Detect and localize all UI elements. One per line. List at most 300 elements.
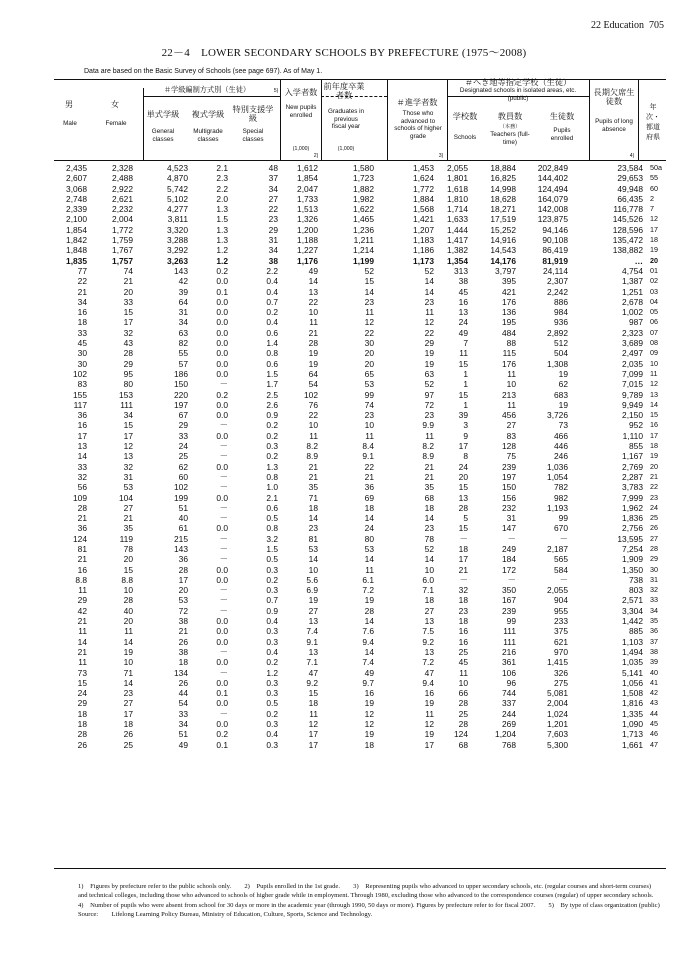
row-code: 34 xyxy=(650,605,658,615)
table-cell: 0.0 xyxy=(216,338,228,349)
table-cell: 18 xyxy=(123,719,133,730)
row-code: 05 xyxy=(650,307,658,317)
table-cell: 19 xyxy=(424,698,434,709)
table-cell: 18,628 xyxy=(490,193,516,204)
table-cell: 47 xyxy=(308,667,318,678)
table-cell: 18 xyxy=(178,657,188,668)
table-cell: 5,300 xyxy=(547,739,568,750)
table-cell: 30 xyxy=(77,358,87,369)
table-cell: 14 xyxy=(308,513,318,524)
table-cell: 1,767 xyxy=(112,245,133,256)
table-cell: 138,882 xyxy=(612,245,643,256)
table-cell: 0.2 xyxy=(266,420,278,431)
table-cell: 0.0 xyxy=(216,626,228,637)
table-cell: 21 xyxy=(77,646,87,657)
table-cell: － xyxy=(219,708,228,719)
row-code: 28 xyxy=(650,543,658,553)
table-cell: 22 xyxy=(308,410,318,421)
table-cell: 14 xyxy=(123,677,133,688)
table-cell: 29 xyxy=(123,358,133,369)
table-cell: 22 xyxy=(308,296,318,307)
table-cell: 99 xyxy=(364,389,374,400)
table-cell: 8.2 xyxy=(306,441,318,452)
table-cell: 17 xyxy=(123,317,133,328)
table-cell: 71 xyxy=(308,492,318,503)
table-cell: － xyxy=(219,502,228,513)
table-cell: － xyxy=(219,420,228,431)
table-cell: 5,102 xyxy=(167,193,188,204)
table-cell: 0.0 xyxy=(216,410,228,421)
table-cell: 2,055 xyxy=(447,163,468,173)
table-cell: 10 xyxy=(123,657,133,668)
table-cell: 269 xyxy=(502,719,516,730)
table-cell: 446 xyxy=(554,441,568,452)
row-code: 2 xyxy=(650,193,654,203)
table-cell: 21 xyxy=(77,554,87,565)
table-cell: 14 xyxy=(308,554,318,565)
table-cell: 350 xyxy=(502,585,516,596)
table-cell: 36 xyxy=(364,482,374,493)
table-cell: 28 xyxy=(178,564,188,575)
table-cell: 21 xyxy=(308,327,318,338)
table-cell: 31 xyxy=(268,235,278,246)
table-cell: 61 xyxy=(178,523,188,534)
table-row xyxy=(54,163,666,173)
table-cell: 28 xyxy=(77,729,87,740)
table-row xyxy=(54,194,666,204)
table-cell: 3,726 xyxy=(547,410,568,421)
table-cell: 74 xyxy=(123,265,133,276)
iso-schools-header: Schools xyxy=(453,134,477,141)
table-cell: 1.0 xyxy=(266,482,278,493)
table-cell: 2.1 xyxy=(266,492,278,503)
table-row xyxy=(54,719,666,729)
table-cell: 1,103 xyxy=(622,636,643,647)
table-cell: 1,568 xyxy=(413,204,434,215)
table-cell: 0.0 xyxy=(216,492,228,503)
table-row xyxy=(54,606,666,616)
table-cell: 0.0 xyxy=(216,461,228,472)
table-cell: 13 xyxy=(77,441,87,452)
row-code: 26 xyxy=(650,523,658,533)
table-cell: 116,778 xyxy=(613,204,643,215)
table-cell: 5 xyxy=(463,513,468,524)
table-cell: 0.0 xyxy=(216,564,228,575)
table-cell: 65 xyxy=(364,368,374,379)
table-cell: 23 xyxy=(308,523,318,534)
table-cell: 21 xyxy=(123,276,133,287)
table-cell: 456 xyxy=(502,410,516,421)
table-cell: 52 xyxy=(424,265,434,276)
table-cell: 1,810 xyxy=(447,193,468,204)
table-cell: 32 xyxy=(458,585,468,596)
table-cell: 16 xyxy=(364,688,374,699)
row-code: 7 xyxy=(650,204,654,214)
table-cell: 99 xyxy=(506,616,516,627)
table-cell: 15 xyxy=(458,523,468,534)
table-cell: 2,242 xyxy=(547,286,568,297)
data-table xyxy=(54,163,666,750)
table-cell: 13 xyxy=(308,646,318,657)
col-divider xyxy=(143,88,144,160)
table-cell: 21 xyxy=(77,286,87,297)
row-code: 06 xyxy=(650,317,658,327)
table-cell: 16 xyxy=(77,564,87,575)
table-row xyxy=(54,204,666,214)
multigrade-header: Multigrade classes xyxy=(193,128,223,143)
table-cell: 29 xyxy=(268,224,278,235)
table-cell: 1,982 xyxy=(353,193,374,204)
table-cell: 14 xyxy=(123,636,133,647)
table-cell: 12 xyxy=(424,719,434,730)
table-cell: 2,055 xyxy=(547,585,568,596)
table-cell: 31 xyxy=(123,471,133,482)
table-cell: 15 xyxy=(308,688,318,699)
table-cell: 11 xyxy=(507,399,516,410)
row-code: 17 xyxy=(650,430,658,440)
table-row xyxy=(54,647,666,657)
table-cell: 1,054 xyxy=(547,471,568,482)
table-cell: 2,748 xyxy=(66,193,87,204)
table-cell: 10 xyxy=(308,420,318,431)
table-cell: 2,323 xyxy=(622,327,643,338)
table-cell: 14 xyxy=(364,554,374,565)
advancing-footnote: 3) xyxy=(438,153,444,159)
row-code: 29 xyxy=(650,554,658,564)
table-cell: 1,417 xyxy=(447,235,468,246)
table-cell: 97 xyxy=(424,389,434,400)
row-code: 27 xyxy=(650,533,658,543)
table-cell: 1,618 xyxy=(447,183,468,194)
table-row xyxy=(54,595,666,605)
table-cell: 1,612 xyxy=(297,163,318,173)
table-cell: 0.0 xyxy=(216,358,228,369)
table-cell: 0.2 xyxy=(266,708,278,719)
table-cell: 14 xyxy=(424,554,434,565)
table-cell: 11 xyxy=(78,657,87,668)
table-cell: 14,176 xyxy=(490,255,516,266)
table-cell: 0.2 xyxy=(216,389,228,400)
table-cell: 68 xyxy=(458,739,468,750)
table-cell: 18 xyxy=(424,595,434,606)
table-row xyxy=(54,214,666,224)
table-cell: 36 xyxy=(77,523,87,534)
table-cell: 0.3 xyxy=(266,564,278,575)
table-cell: 17 xyxy=(123,708,133,719)
table-cell: 143 xyxy=(174,265,188,276)
table-cell: 738 xyxy=(629,574,643,585)
running-head xyxy=(591,20,664,31)
table-cell: 0.3 xyxy=(266,585,278,596)
row-code: 09 xyxy=(650,348,658,358)
table-cell: 74 xyxy=(364,399,374,410)
table-cell: 885 xyxy=(629,626,643,637)
table-cell: 34 xyxy=(178,317,188,328)
table-cell: 135,472 xyxy=(612,235,643,246)
table-cell: 28 xyxy=(123,595,133,606)
table-cell: 6.0 xyxy=(422,574,434,585)
table-cell: 186 xyxy=(174,368,188,379)
table-cell: 2.5 xyxy=(266,389,278,400)
table-cell: 2,004 xyxy=(112,214,133,225)
table-cell: 14 xyxy=(424,513,434,524)
table-cell: 0.0 xyxy=(216,698,228,709)
table-cell: 72 xyxy=(424,399,434,410)
table-cell: 17 xyxy=(178,574,188,585)
row-code: 23 xyxy=(650,492,658,502)
table-cell: 49 xyxy=(364,667,374,678)
table-cell: 38 xyxy=(178,616,188,627)
table-cell: 52 xyxy=(424,379,434,390)
table-cell: 904 xyxy=(554,595,568,606)
row-code: 15 xyxy=(650,410,658,420)
table-cell: 0.1 xyxy=(216,688,228,699)
table-cell: 136 xyxy=(502,307,516,318)
table-cell: 0.0 xyxy=(216,574,228,585)
table-cell: 7.5 xyxy=(422,626,434,637)
table-cell: 1,090 xyxy=(622,719,643,730)
table-cell: 17 xyxy=(77,430,87,441)
table-cell: 11 xyxy=(425,708,434,719)
table-cell: 24 xyxy=(458,317,468,328)
table-bottom-rule xyxy=(54,868,666,869)
table-cell: 768 xyxy=(502,739,516,750)
table-cell: 0.3 xyxy=(266,636,278,647)
table-cell: 0.0 xyxy=(216,636,228,647)
table-cell: 82 xyxy=(178,338,188,349)
table-cell: 21 xyxy=(424,471,434,482)
table-cell: 3,783 xyxy=(622,482,643,493)
table-cell: 15 xyxy=(77,677,87,688)
table-cell: 0.3 xyxy=(266,719,278,730)
table-cell: 21 xyxy=(308,461,318,472)
class-org-header: ＃学級編制方式別（生徒） xyxy=(163,86,251,94)
table-cell: 982 xyxy=(554,492,568,503)
table-cell: 28 xyxy=(308,338,318,349)
table-cell: 66 xyxy=(458,688,468,699)
table-cell: 0.2 xyxy=(216,265,228,276)
table-cell: 2,435 xyxy=(66,163,87,173)
table-cell: 3,288 xyxy=(167,235,188,246)
table-cell: 53 xyxy=(364,379,374,390)
row-code: 20 xyxy=(650,461,658,471)
table-cell: 1,201 xyxy=(547,719,568,730)
multigrade-header-jp: 複式学級 xyxy=(191,110,225,119)
row-code: 18 xyxy=(650,235,658,245)
table-cell: 94,146 xyxy=(542,224,568,235)
table-cell: 584 xyxy=(554,564,568,575)
table-cell: 24,114 xyxy=(543,265,568,276)
table-row xyxy=(54,575,666,585)
table-cell: 23 xyxy=(364,410,374,421)
table-cell: 1,251 xyxy=(622,286,643,297)
table-cell: 37 xyxy=(268,173,278,184)
table-cell: 32 xyxy=(77,471,87,482)
table-cell: 42 xyxy=(77,605,87,616)
table-cell: 11 xyxy=(459,348,468,359)
table-cell: 1,214 xyxy=(353,245,374,256)
isolated-header-jp: ＃へき地等指定学校（生徒） xyxy=(464,78,572,87)
table-cell: － xyxy=(507,574,516,585)
table-cell: 0.8 xyxy=(266,348,278,359)
special-class-header-jp: 特別支援学級 xyxy=(232,105,274,123)
table-cell: 68 xyxy=(424,492,434,503)
table-cell: 2,922 xyxy=(112,183,133,194)
table-row xyxy=(54,513,666,523)
special-class-header: Special classes xyxy=(242,128,264,143)
table-cell: － xyxy=(219,482,228,493)
table-cell: 4,523 xyxy=(167,163,188,173)
table-cell: 36 xyxy=(178,554,188,565)
table-row xyxy=(54,585,666,595)
table-cell: 3,068 xyxy=(66,183,87,194)
table-row xyxy=(54,616,666,626)
row-code: 50a xyxy=(650,163,662,172)
table-cell: － xyxy=(219,667,228,678)
table-cell: 9,789 xyxy=(622,389,643,400)
table-cell: 35 xyxy=(123,523,133,534)
table-cell: 16 xyxy=(77,307,87,318)
table-cell: 0.0 xyxy=(216,430,228,441)
table-cell: 10 xyxy=(506,379,516,390)
table-cell: 1,110 xyxy=(622,430,643,441)
table-cell: 484 xyxy=(502,327,516,338)
row-code: 36 xyxy=(650,626,658,636)
table-cell: 1.2 xyxy=(216,245,228,256)
table-cell: 17,519 xyxy=(490,214,516,225)
table-cell: … xyxy=(634,255,643,266)
table-cell: 1,350 xyxy=(622,564,643,575)
table-cell: 2,047 xyxy=(297,183,318,194)
table-cell: 213 xyxy=(502,389,516,400)
row-code: 32 xyxy=(650,585,658,595)
row-code: 14 xyxy=(650,399,658,409)
table-cell: 0.2 xyxy=(266,574,278,585)
absence-header: Pupils of long absence xyxy=(595,118,633,133)
table-cell: 95 xyxy=(123,368,133,379)
table-cell: － xyxy=(219,595,228,606)
table-cell: 86,419 xyxy=(542,245,568,256)
table-cell: 1,962 xyxy=(622,502,643,513)
table-cell: 155 xyxy=(73,389,87,400)
table-cell: 21 xyxy=(364,471,374,482)
table-cell: 1.3 xyxy=(266,461,278,472)
table-cell: 0.4 xyxy=(266,276,278,287)
table-cell: 2,150 xyxy=(622,410,643,421)
table-cell: 1,415 xyxy=(547,657,568,668)
table-cell: 1,227 xyxy=(297,245,318,256)
table-cell: 81 xyxy=(308,533,318,544)
table-cell: 22 xyxy=(364,461,374,472)
table-cell: 8.4 xyxy=(362,441,374,452)
table-cell: 1,056 xyxy=(622,677,643,688)
table-cell: 102 xyxy=(174,482,188,493)
table-cell: 53 xyxy=(178,595,188,606)
table-cell: 19 xyxy=(558,399,568,410)
table-cell: 23 xyxy=(123,688,133,699)
table-cell: 249 xyxy=(502,543,516,554)
table-cell: 1,759 xyxy=(112,235,133,246)
table-cell: 90,108 xyxy=(542,235,568,246)
table-cell: 0.4 xyxy=(266,646,278,657)
table-cell: 53 xyxy=(308,543,318,554)
row-code: 12 xyxy=(650,379,658,389)
table-cell: 0.2 xyxy=(266,451,278,462)
table-cell: 8.9 xyxy=(422,451,434,462)
table-cell: 111 xyxy=(503,636,516,647)
table-cell: 3,320 xyxy=(167,224,188,235)
table-cell: 72 xyxy=(178,605,188,616)
row-code: 41 xyxy=(650,677,658,687)
table-row xyxy=(54,668,666,678)
table-row xyxy=(54,626,666,636)
table-cell: 7,999 xyxy=(622,492,643,503)
table-cell: 1,382 xyxy=(447,245,468,256)
table-cell: 9.4 xyxy=(362,636,374,647)
table-cell: 3,263 xyxy=(167,255,188,266)
table-cell: 1,801 xyxy=(447,173,468,184)
table-cell: 30 xyxy=(364,338,374,349)
class-org-footnote: 5) xyxy=(273,88,279,94)
table-cell: － xyxy=(507,533,516,544)
table-row xyxy=(54,287,666,297)
table-cell: 38 xyxy=(178,646,188,657)
table-cell: 15 xyxy=(123,420,133,431)
table-cell: 10 xyxy=(123,585,133,596)
table-cell: 78 xyxy=(123,543,133,554)
table-cell: 20 xyxy=(123,616,133,627)
table-cell: 1,624 xyxy=(413,173,434,184)
table-cell: 26 xyxy=(178,677,188,688)
table-cell: 30 xyxy=(77,348,87,359)
table-cell: 670 xyxy=(554,523,568,534)
table-row xyxy=(54,698,666,708)
table-cell: 8 xyxy=(463,451,468,462)
table-row xyxy=(54,338,666,348)
table-cell: 1.3 xyxy=(216,204,228,215)
table-cell: 1.2 xyxy=(266,667,278,678)
table-cell: 16 xyxy=(424,688,434,699)
table-cell: 167 xyxy=(502,595,516,606)
table-cell: 13 xyxy=(308,286,318,297)
table-cell: － xyxy=(219,554,228,565)
table-cell: 0.0 xyxy=(216,368,228,379)
table-cell: 45 xyxy=(77,338,87,349)
table-cell: 9.9 xyxy=(422,420,434,431)
table-cell: 11 xyxy=(124,626,133,637)
table-cell: 1.2 xyxy=(216,255,228,266)
table-cell: 0.0 xyxy=(216,719,228,730)
row-code: 37 xyxy=(650,636,658,646)
table-cell: 5,081 xyxy=(547,688,568,699)
table-cell: 45 xyxy=(458,657,468,668)
table-row xyxy=(54,420,666,430)
table-row xyxy=(54,462,666,472)
table-cell: 7 xyxy=(463,338,468,349)
table-cell: 7,603 xyxy=(547,729,568,740)
row-code: 39 xyxy=(650,657,658,667)
table-row xyxy=(54,173,666,183)
table-cell: 11 xyxy=(309,430,318,441)
table-cell: 1.7 xyxy=(266,379,278,390)
table-cell: 1,354 xyxy=(447,255,468,266)
table-cell: 12 xyxy=(364,317,374,328)
table-cell: 1.3 xyxy=(216,224,228,235)
table-cell: 25 xyxy=(123,739,133,750)
table-cell: 195 xyxy=(502,317,516,328)
table-cell: 17 xyxy=(123,430,133,441)
table-cell: 21 xyxy=(308,471,318,482)
